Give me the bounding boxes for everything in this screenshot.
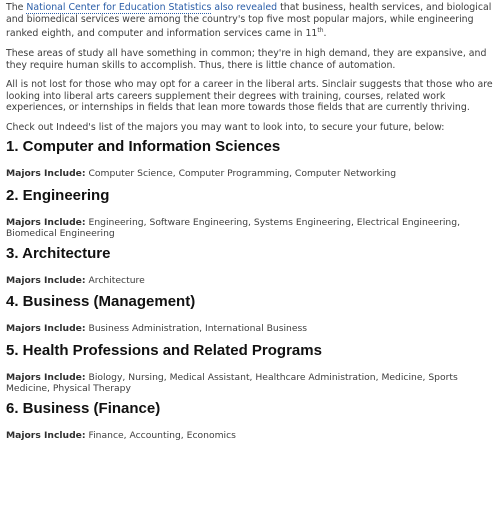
intro-paragraph-1: [6, 2, 502, 40]
majors-list: [6, 133, 502, 441]
majors-include-label: Majors Include:: [6, 371, 86, 383]
intro-paragraph-2: These areas of study all have something in common; they're in high demand, they are expansive, and they require human skills to accomplish. Thus, there is little chance of automation.: [6, 47, 487, 71]
intro-text: The: [6, 2, 27, 13]
majors-include: [6, 372, 502, 395]
major-heading: 3. Architecture: [6, 244, 111, 262]
also-revealed-link[interactable]: also revealed: [214, 2, 278, 13]
intro-paragraph-3: All is not lost for those who may opt for a career in the liberal arts. Sinclair suggests that those who are looking into liberal arts careers supplement their degrees with training, courses, related work experiences, or internships in fields that lean more towards those fields that are currently thriving.: [6, 79, 493, 114]
majors-include: [6, 323, 502, 334]
majors-include: [6, 217, 502, 240]
majors-values: Business Administration, International Business: [88, 323, 308, 335]
major-heading: 2. Engineering: [6, 186, 110, 204]
majors-values: Biology, Nursing, Medical Assistant, Healthcare Administration, Medicine, Sports Medicine, Physical Therapy: [6, 371, 458, 394]
majors-values: Architecture: [88, 274, 145, 286]
intro: [6, 0, 502, 133]
intro-text: that business, health services, and biological and biomedical services were among the country's top five most popular majors, while engineering ranked eighth, and computer and information services came in 11: [6, 2, 492, 40]
major-heading: 5. Health Professions and Related Programs: [6, 341, 322, 359]
majors-include: [6, 275, 502, 286]
majors-include: [6, 168, 502, 179]
nces-link[interactable]: National Center for Education Statistics: [26, 2, 212, 13]
majors-include-label: Majors Include:: [6, 323, 86, 335]
majors-include-label: Majors Include:: [6, 168, 86, 180]
major-heading: 6. Business (Finance): [6, 400, 161, 418]
major-heading: 1. Computer and Information Sciences: [6, 138, 281, 156]
majors-include-label: Majors Include:: [6, 430, 86, 442]
majors-values: Engineering, Software Engineering, Systems Engineering, Electrical Engineering, Biomedical Engineering: [6, 216, 460, 240]
ordinal-suffix: th: [317, 27, 324, 35]
intro-paragraph-4: Check out Indeed's list of the majors you may want to look into, to secure your future, below:: [6, 121, 445, 133]
intro-text: .: [323, 28, 327, 40]
majors-values: Computer Science, Computer Programming, Computer Networking: [88, 168, 397, 180]
majors-include-label: Majors Include:: [6, 216, 86, 228]
majors-include-label: Majors Include:: [6, 274, 86, 286]
majors-include: [6, 430, 502, 441]
majors-values: Finance, Accounting, Economics: [88, 430, 236, 442]
major-heading: 4. Business (Management): [6, 293, 196, 311]
